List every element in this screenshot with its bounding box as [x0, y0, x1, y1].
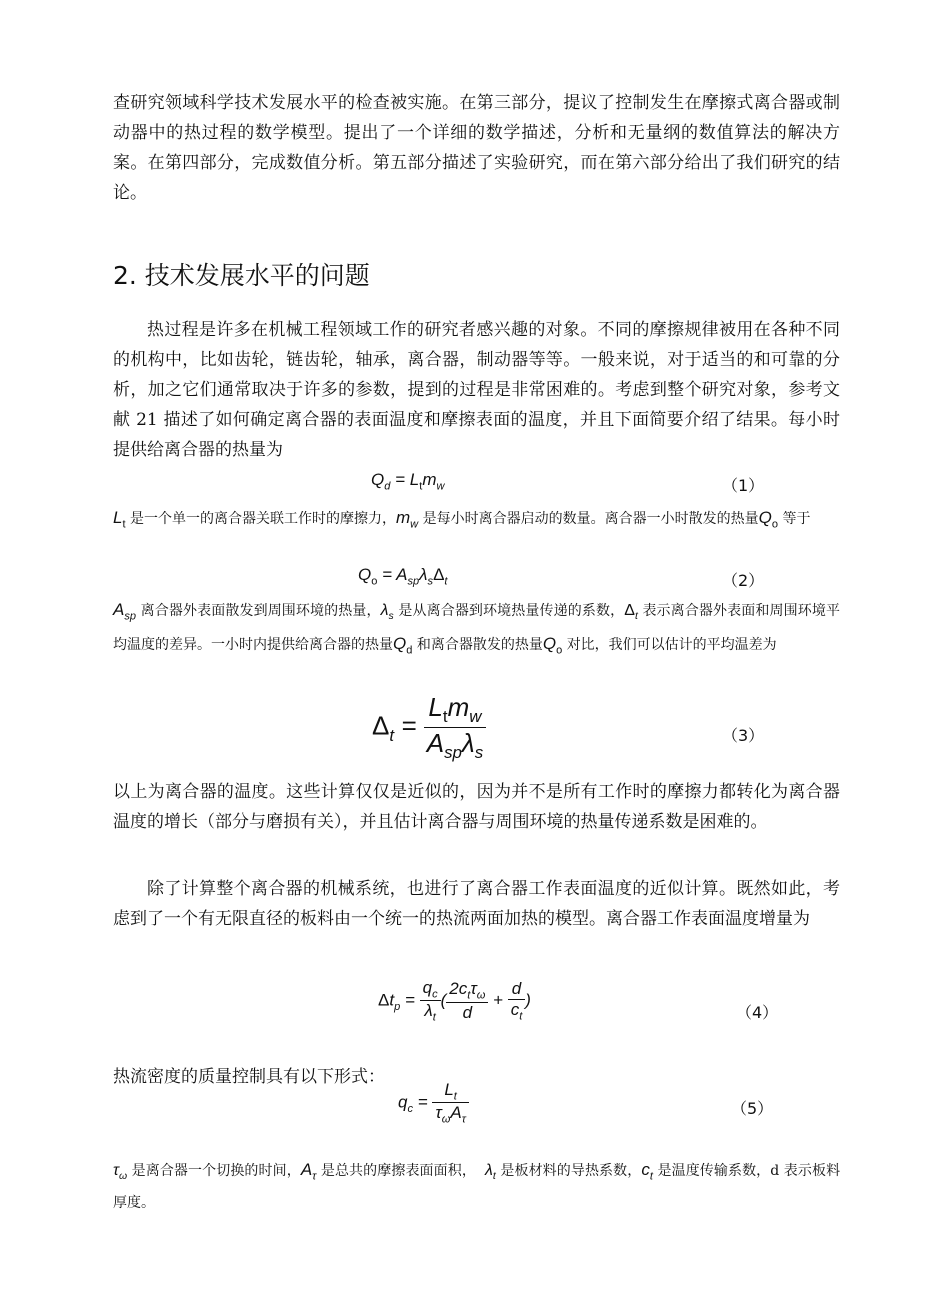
section-heading: 2. 技术发展水平的问题 — [113, 261, 370, 290]
definition-1: $L_t$ 是一个单一的离合器关联工作时的摩擦力，$m_w$ 是每小时离合器启动的数量。离合器一小时散发的热量$Q_o$ 等于 — [113, 508, 811, 531]
equation-3-number: （3） — [722, 726, 765, 745]
definition-2: $A_{sp}$ 离合器外表面散发到周围环境的热量，$\lambda_s$ 是从离合器到环境热量传递的系数，$\Delta_t$ 表示离合器外表面和周围环境平均温度的差异。一小时内提供给离合器的热量$Q_d$ 和离合器散发的热量$Q_o$ 对比，我们可以估计的平均温差为 — [113, 600, 841, 657]
equation-5-number: （5） — [731, 1099, 774, 1118]
paragraph-2: 以上为离合器的温度。这些计算仅仅是近似的，因为并不是所有工作时的摩擦力都转化为离合器温度的增长（部分与磨损有关），并且估计离合器与周围环境的热量传递系数是困难的。 — [113, 782, 840, 832]
equation-2-number: （2） — [722, 571, 765, 590]
equation-4-number: （4） — [736, 1003, 779, 1022]
paragraph-4: 热流密度的质量控制具有以下形式： — [113, 1067, 385, 1087]
equation-1-number: （1） — [722, 476, 765, 495]
equation-3-body: $\Delta_t$ = $\frac{L_tm_w}{A_{sp}\lambda_s}$ — [372, 692, 486, 763]
equation-1-body: $Q_d = L_tm_w$ — [371, 470, 445, 493]
equation-2-body: $Q_o = A_{sp}\lambda_s\Delta_t$ — [358, 565, 448, 588]
paragraph-1: 热过程是许多在机械工程领域工作的研究者感兴趣的对象。不同的摩擦规律被用在各种不同的机构中，比如齿轮，链齿轮，轴承，离合器，制动器等等。一般来说，对于适当的和可靠的分析，加之它们通常取决于许多的参数，提到的过程是非常困难的。考虑到整个研究对象，参考文献 21 描述了如何确定离合器的表面温度和摩擦表面的温度，并且下面简要介绍了结果。每小时提供给离合器的热量为 — [113, 320, 840, 460]
intro-paragraph: 查研究领域科学技术发展水平的检查被实施。在第三部分，提议了控制发生在摩擦式离合器或制动器中的热过程的数学模型。提出了一个详细的数学描述，分析和无量纲的数值算法的解决方案。在第四部分，完成数值分析。第五部分描述了实验研究，而在第六部分给出了我们研究的结论。 — [113, 93, 840, 203]
definition-5: $\tau_\omega$ 是离合器一个切换的时间，$A_\tau$ 是总共的摩擦表面面积， $\lambda_t$ 是板材料的导热系数，$c_t$ 是温度传输系数，d 表示板料厚度。 — [113, 1160, 841, 1212]
equation-5-body: $q_c$ = $\frac{L_t}{\tau_\omega A_\tau}$ — [398, 1080, 469, 1126]
paragraph-3: 除了计算整个离合器的机械系统，也进行了离合器工作表面温度的近似计算。既然如此，考虑到了一个有无限直径的板料由一个统一的热流两面加热的模型。离合器工作表面温度增量为 — [113, 879, 840, 929]
equation-4-body: $\Delta t_p$ = $\frac{q_c}{\lambda_t}$ ( $\frac{2c_t\tau_\omega}{d}$ + $\frac{d}{c_t}$ ) — [378, 978, 531, 1024]
